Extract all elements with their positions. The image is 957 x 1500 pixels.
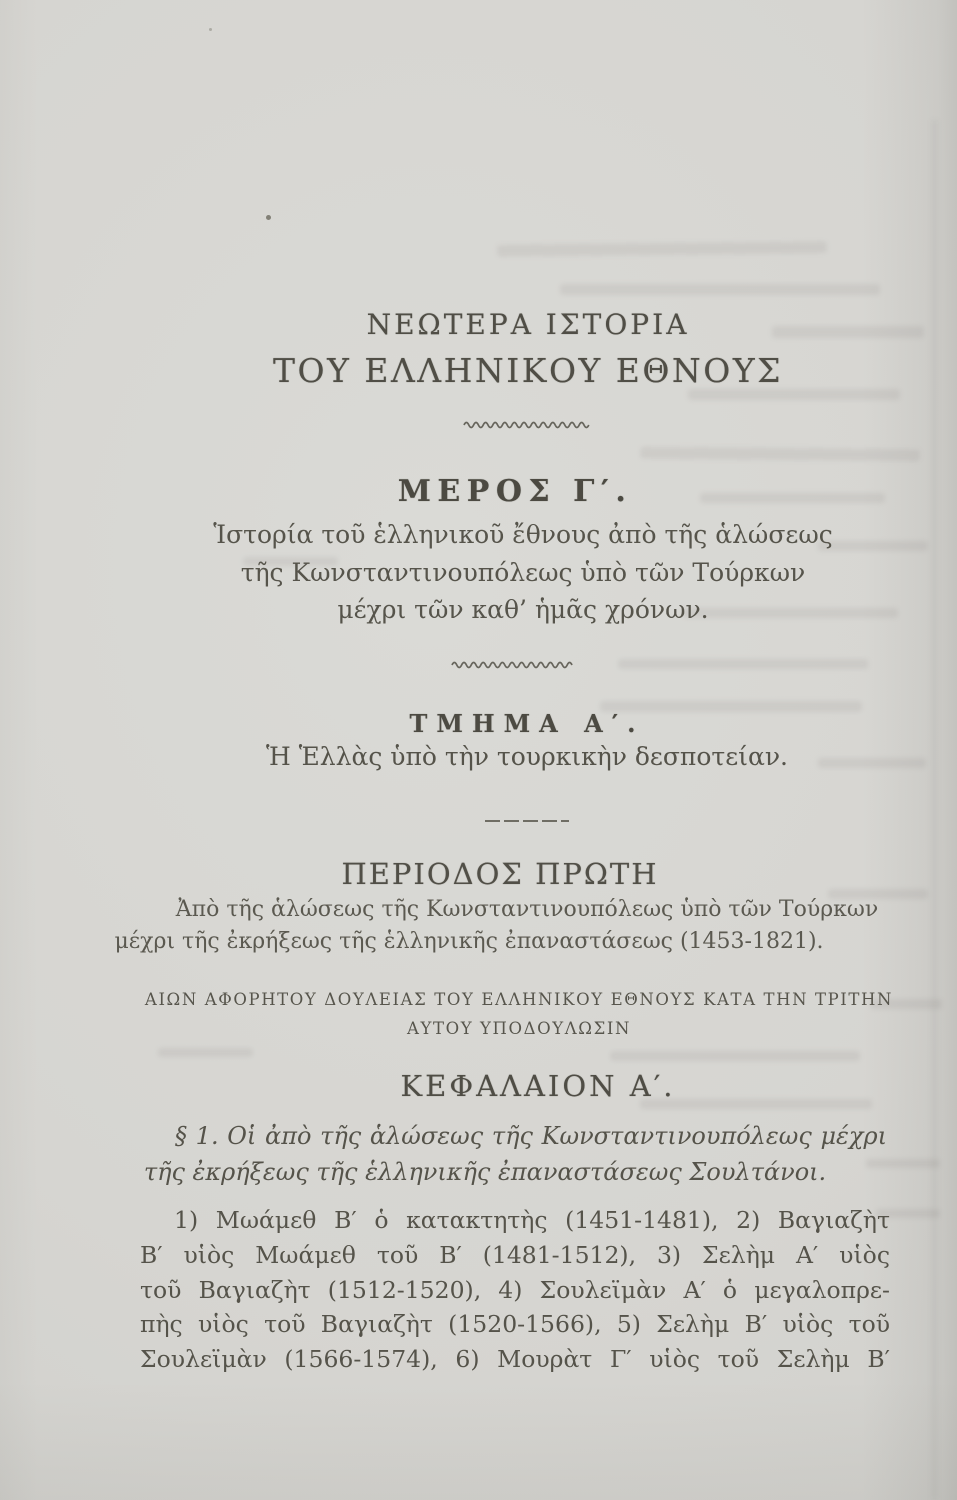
epigraph-line: ΑΙΩΝ ΑΦΟΡΗΤΟΥ ΔΟΥΛΕΙΑΣ ΤΟΥ ΕΛΛΗΝΙΚΟΥ ΕΘΝΟΥΣ ΚΑΤΑ ΤΗΝ ΤΡΙΤΗΝ xyxy=(144,990,894,1009)
section-subtitle: Ἡ Ἑλλὰς ὑπὸ τὴν τουρκικὴν δεσποτείαν. xyxy=(266,742,788,771)
short-rule-divider xyxy=(485,820,569,822)
paragraph-heading-line: τῆς ἐκρήξεως τῆς ἑλληνικῆς ἐπαναστάσεως Σουλτάνοι. xyxy=(143,1158,827,1186)
page-edge-crease xyxy=(932,120,937,1500)
wavy-rule-ornament xyxy=(153,419,903,429)
part-subtitle-line: τῆς Κωνσταντινουπόλεως ὑπὸ τῶν Τούρκων xyxy=(240,557,806,587)
period-heading: ΠΕΡΙΟΔΟΣ ΠΡΩΤΗ xyxy=(341,857,659,891)
body-text-line: 1) Μωάμεθ Β′ ὁ κατακτητὴς (1451-1481), 2) Βαγιαζὴτ xyxy=(174,1206,890,1234)
book-title-line2: ΤΟΥ ΕΛΛΗΝΙΚΟΥ ΕΘΝΟΥΣ xyxy=(273,351,783,390)
body-text-line: Σουλεϊμὰν (1566-1574), 6) Μουρὰτ Γ′ υἱὸς τοῦ Σελὴμ Β′ xyxy=(140,1345,890,1373)
body-text-line: Β′ υἱὸς Μωάμεθ τοῦ Β′ (1481-1512), 3) Σελὴμ Α′ υἱὸς xyxy=(140,1241,890,1269)
period-subtitle-line: Ἀπὸ τῆς ἁλώσεως τῆς Κωνσταντινουπόλεως ὑπὸ τῶν Τούρκων xyxy=(175,897,879,922)
part-subtitle xyxy=(148,516,898,629)
book-title-line1: ΝΕΩΤΕΡΑ ΙΣΤΟΡΙΑ xyxy=(366,308,690,341)
epigraph-line: ΑΥΤΟΥ ΥΠΟΔΟΥΛΩΣΙΝ xyxy=(406,1019,632,1038)
body-text-line: τοῦ Βαγιαζὴτ (1512-1520), 4) Σουλεϊμὰν Α′ ὁ μεγαλοπρε- xyxy=(140,1276,890,1304)
period-subtitle-line: μέχρι τῆς ἐκρήξεως τῆς ἑλληνικῆς ἐπαναστάσεως (1453-1821). xyxy=(114,929,824,954)
section-heading: ΤΜΗΜΑ Α′. xyxy=(409,709,645,738)
page-content xyxy=(114,0,894,1500)
paragraph-heading-line: § 1. Οἱ ἀπὸ τῆς ἁλώσεως τῆς Κωνσταντινουπόλεως μέχρι xyxy=(175,1122,887,1150)
part-subtitle-line: μέχρι τῶν καθ’ ἡμᾶς χρόνων. xyxy=(337,595,709,624)
part-subtitle-line: Ἱστορία τοῦ ἑλληνικοῦ ἔθνους ἀπὸ τῆς ἁλώσεως xyxy=(213,520,833,549)
body-text-line: πὴς υἱὸς τοῦ Βαγιαζὴτ (1520-1566), 5) Σελὴμ Β′ υἱὸς τοῦ xyxy=(140,1310,890,1338)
chapter-heading: ΚΕΦΑΛΑΙΟΝ Α′. xyxy=(400,1069,676,1103)
part-heading: ΜΕΡΟΣ Γ′. xyxy=(397,474,633,509)
wavy-rule-ornament xyxy=(138,659,888,669)
